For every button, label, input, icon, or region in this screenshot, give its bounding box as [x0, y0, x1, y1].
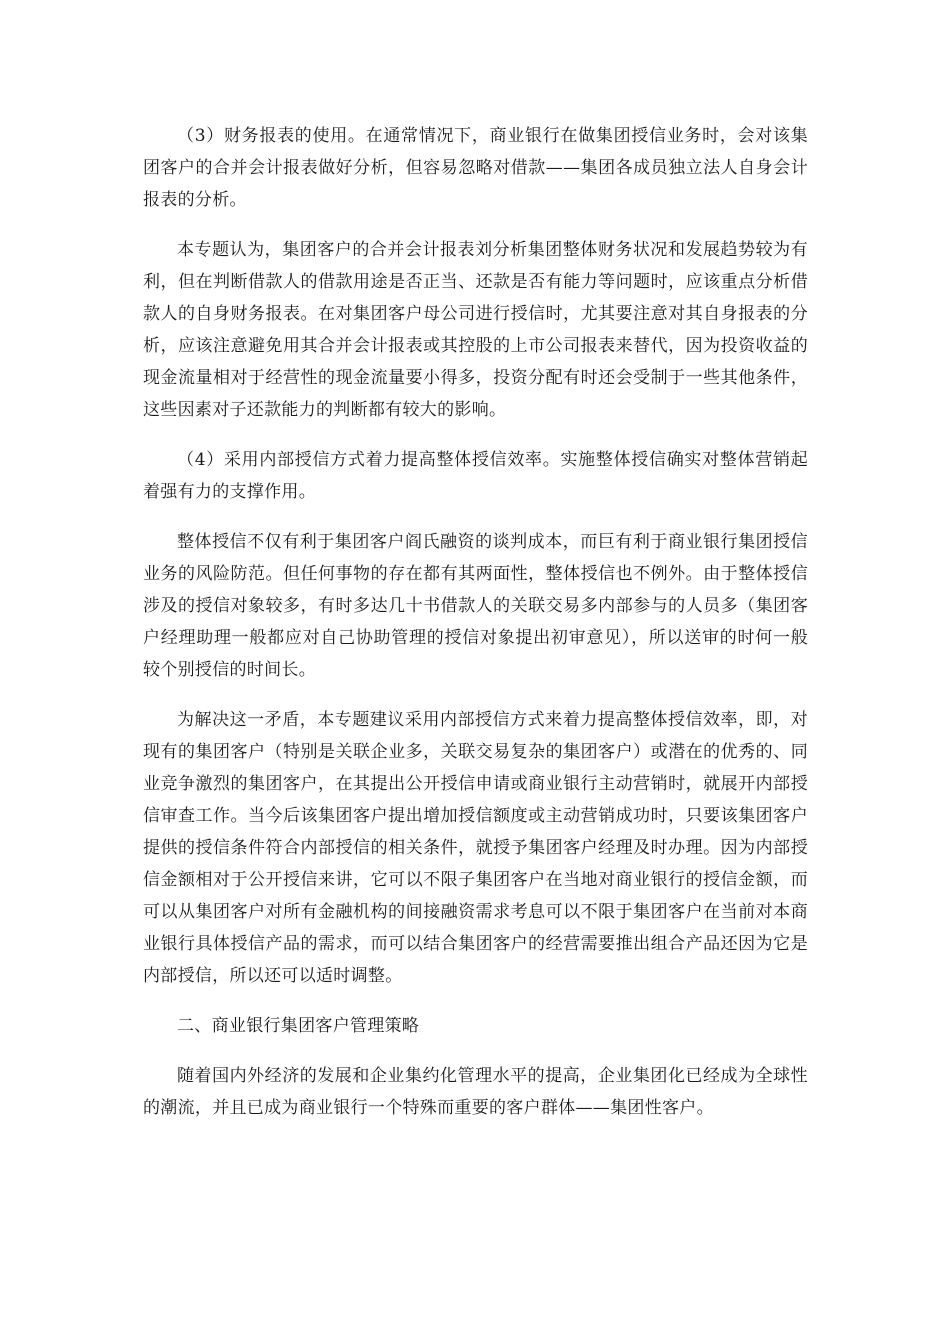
paragraph-financial-statements: （3）财务报表的使用。在通常情况下，商业银行在做集团授信业务时，会对该集团客户的合并会计报表做好分析，但容易忽略对借款——集团各成员独立法人自身会计报表的分析。 [143, 126, 808, 210]
paragraph-internal-credit: （4）采用内部授信方式着力提高整体授信效率。实施整体授信确实对整体营销起着强有力的支撑作用。 [143, 450, 808, 502]
paragraph-topic-opinion: 本专题认为，集团客户的合并会计报表刘分析集团整体财务状况和发展趋势较为有利，但在判断借款人的借款用途是否正当、还款是否有能力等问题时，应该重点分析借款人的自身财务报表。在对集团客户母公司进行授信时，尤其要注意对其自身报表的分析，应该注意避免用其合并会计报表或其控股的上市公司报表来替代，因为投资收益的现金流量相对于经营性的现金流量要小得多，投资分配有时还会受制于一些其他条件，这些因素对子还款能力的判断都有较大的影响。 [143, 240, 808, 420]
paragraph-overall-credit: 整体授信不仅有利于集团客户阎氏融资的谈判成本，而巨有利于商业银行集团授信业务的风险防范。但任何事物的存在都有其两面性，整体授信也不例外。由于整体授信涉及的授信对象较多，有时多达几十书借款人的关联交易多内部参与的人员多（集团客户经理助理一般都应对自己协助管理的授信对象提出初审意见），所以送审的时何一般较个别授信的时间长。 [143, 532, 808, 680]
document-page [143, 120, 808, 1142]
paragraph-solution: 为解决这一矛盾，本专题建议采用内部授信方式来着力提高整体授信效率，即，对现有的集团客户（特别是关联企业多，关联交易复杂的集团客户）或潜在的优秀的、同业竞争激烈的集团客户，在其提出公开授信申请或商业银行主动营销时，就展开内部授信审查工作。当今后该集团客户提出增加授信额度或主动营销成功时，只要该集团客户提供的授信条件符合内部授信的相关条件，就授予集团客户经理及时办理。因为内部授信金额相对于公开授信来讲，它可以不限子集团客户在当地对商业银行的授信金额，而可以从集团客户对所有金融机构的间接融资需求考息可以不限于集团客户在当前对本商业银行具体授信产品的需求，而可以结合集团客户的经营需要推出组合产品还因为它是内部授信，所以还可以适时调整。 [143, 710, 808, 986]
paragraph-group-clients: 随着国内外经济的发展和企业集约化管理水平的提高，企业集团化已经成为全球性的潮流，并且已成为商业银行一个特殊而重要的客户群体——集团性客户。 [143, 1066, 808, 1118]
section-heading: 二、商业银行集团客户管理策略 [177, 1016, 420, 1036]
